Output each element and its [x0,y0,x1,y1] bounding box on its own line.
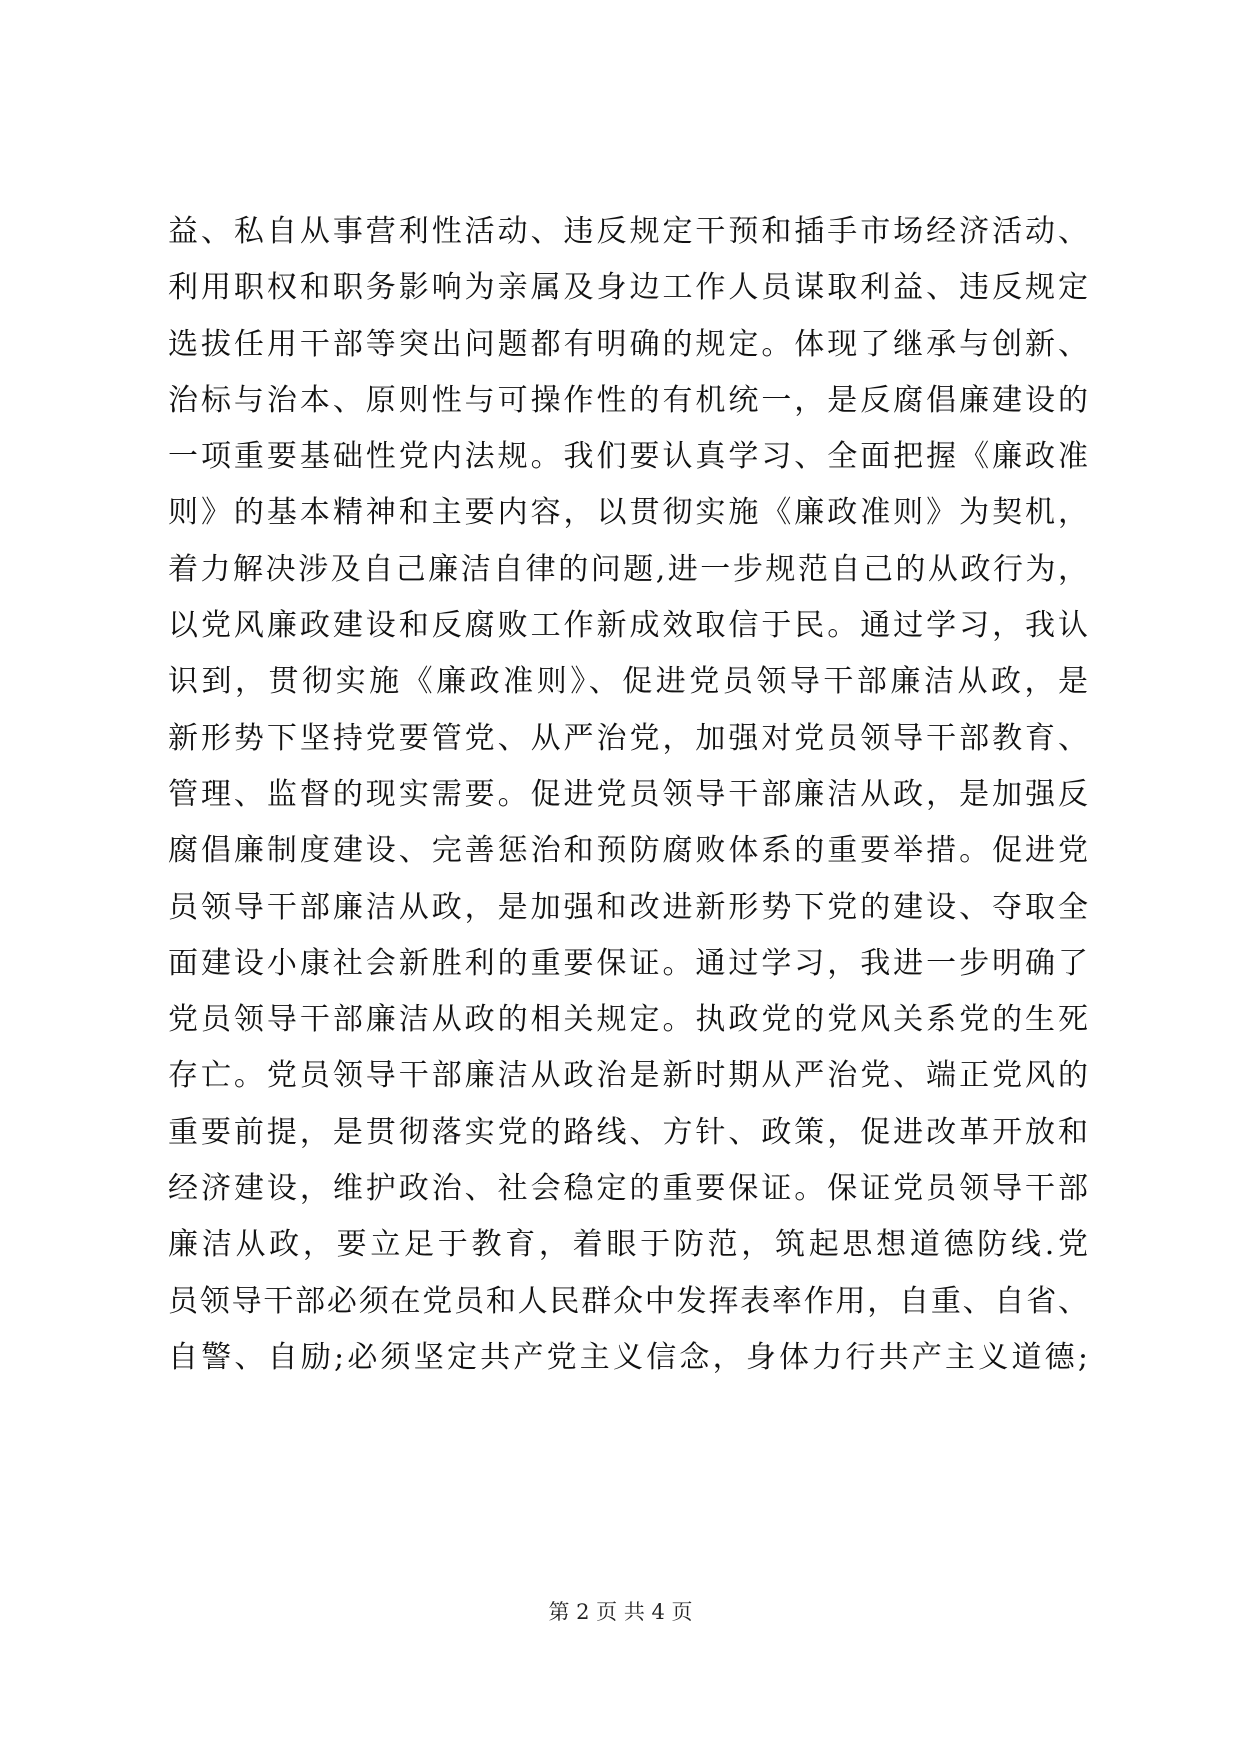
text-line-7: 着力解决涉及自己廉洁自律的问题,进一步规范自己的从政行为， [168,551,1088,587]
text-line-11: 管理、监督的现实需要。促进党员领导干部廉洁从政，是加强反 [168,776,1088,812]
text-line-9: 识到，贯彻实施《廉政准则》、促进党员领导干部廉洁从政，是 [168,664,1088,700]
document-body [168,204,1088,1386]
text-line-4: 治标与治本、原则性与可操作性的有机统一，是反腐倡廉建设的 [168,382,1088,418]
text-line-17: 重要前提，是贯彻落实党的路线、方针、政策，促进改革开放和 [168,1114,1088,1150]
text-line-8: 以党风廉政建设和反腐败工作新成效取信于民。通过学习，我认 [168,608,1088,644]
text-line-1: 益、私自从事营利性活动、违反规定干预和插手市场经济活动、 [168,214,1088,249]
text-line-15: 党员领导干部廉洁从政的相关规定。执政党的党风关系党的生死 [168,1002,1088,1038]
text-line-13: 员领导干部廉洁从政，是加强和改进新形势下党的建设、夺取全 [168,889,1088,925]
text-line-10: 新形势下坚持党要管党、从严治党，加强对党员领导干部教育、 [168,720,1088,756]
text-line-6: 则》的基本精神和主要内容，以贯彻实施《廉政准则》为契机， [168,495,1088,531]
text-line-20: 员领导干部必须在党员和人民群众中发挥表率作用，自重、自省、 [168,1283,1088,1319]
text-line-19: 廉洁从政，要立足于教育，着眼于防范，筑起思想道德防线.党 [168,1227,1088,1263]
text-line-3: 选拔任用干部等突出问题都有明确的规定。体现了继承与创新、 [168,326,1088,362]
text-line-5: 一项重要基础性党内法规。我们要认真学习、全面把握《廉政准 [168,439,1088,475]
text-line-16: 存亡。党员领导干部廉洁从政治是新时期从严治党、端正党风的 [168,1058,1088,1094]
text-line-12: 腐倡廉制度建设、完善惩治和预防腐败体系的重要举措。促进党 [168,833,1088,869]
text-line-2: 利用职权和职务影响为亲属及身边工作人员谋取利益、违反规定 [168,270,1088,306]
text-line-18: 经济建设，维护政治、社会稳定的重要保证。保证党员领导干部 [168,1171,1088,1207]
text-line-14: 面建设小康社会新胜利的重要保证。通过学习，我进一步明确了 [168,945,1088,981]
text-line-21: 自警、自励;必须坚定共产党主义信念，身体力行共产主义道德; [168,1339,1088,1375]
page-number-footer: 第 2 页 共 4 页 [548,1600,693,1624]
